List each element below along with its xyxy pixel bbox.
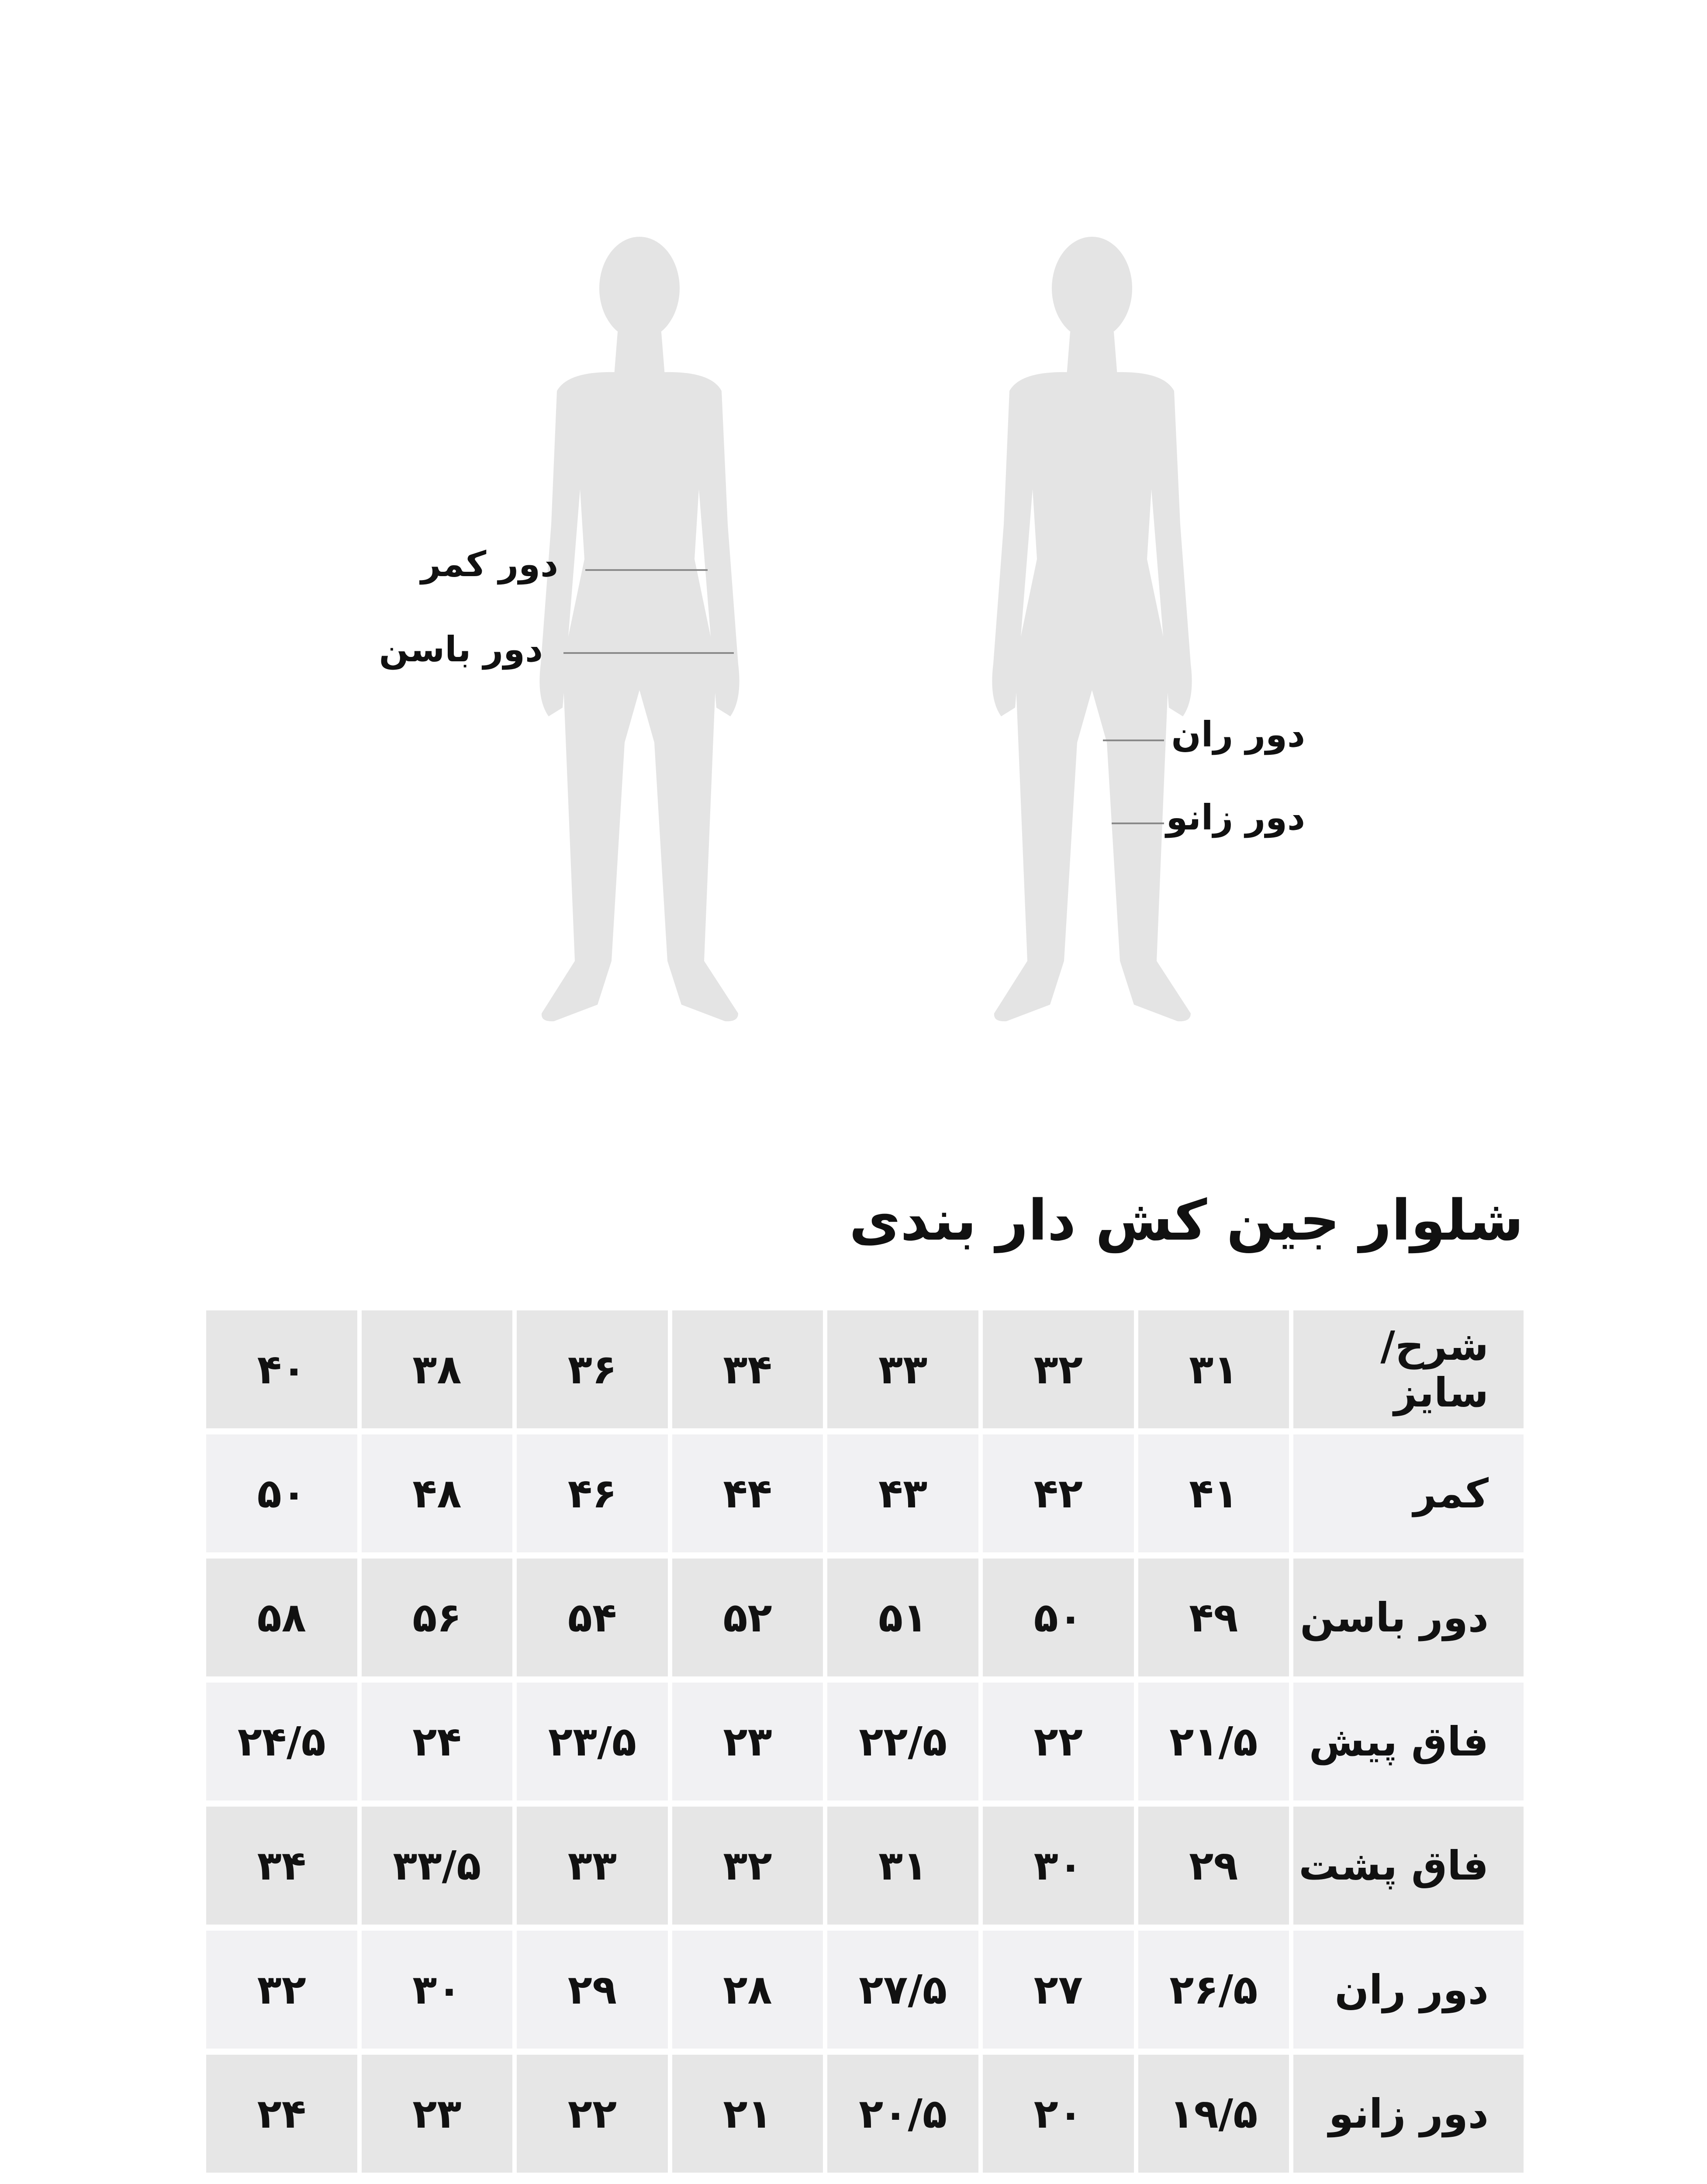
- header-size: ۳۴: [672, 1310, 823, 1428]
- page-title: شلوار جین کش دار بندی: [849, 1188, 1524, 1253]
- table-cell: ۲۷/۵: [827, 1931, 978, 2049]
- table-cell: ۲۲/۵: [827, 1683, 978, 1800]
- table-cell: ۴۴: [672, 1434, 823, 1552]
- row-label: دور باسن: [1293, 1559, 1524, 1676]
- header-size: ۳۳: [827, 1310, 978, 1428]
- header-size: ۳۸: [362, 1310, 513, 1428]
- table-cell: ۳۳/۵: [362, 1807, 513, 1925]
- row-label: فاق پیش: [1293, 1683, 1524, 1800]
- table-row: [206, 2055, 1524, 2173]
- header-label: شرح/سایز: [1293, 1310, 1524, 1428]
- header-size: ۴۰: [206, 1310, 357, 1428]
- table-row: [206, 1434, 1524, 1552]
- hip-label: دور باسن: [379, 629, 543, 670]
- row-label: فاق پشت: [1293, 1807, 1524, 1925]
- header-size: ۳۶: [517, 1310, 668, 1428]
- table-cell: ۵۰: [206, 1434, 357, 1552]
- table-cell: ۴۳: [827, 1434, 978, 1552]
- table-cell: ۳۴: [206, 1807, 357, 1925]
- table-cell: ۳۰: [983, 1807, 1134, 1925]
- table-header-row: [206, 1310, 1524, 1428]
- thigh-label: دور ران: [1171, 714, 1305, 755]
- table-cell: ۲۴/۵: [206, 1683, 357, 1800]
- table-cell: ۴۲: [983, 1434, 1134, 1552]
- header-size: ۳۱: [1138, 1310, 1289, 1428]
- knee-label: دور زانو: [1166, 797, 1305, 838]
- table-cell: ۳۱: [827, 1807, 978, 1925]
- table-cell: ۴۱: [1138, 1434, 1289, 1552]
- table-cell: ۴۹: [1138, 1559, 1289, 1676]
- table-cell: ۵۰: [983, 1559, 1134, 1676]
- table-cell: ۳۲: [206, 1931, 357, 2049]
- table-cell: ۲۳: [672, 1683, 823, 1800]
- table-cell: ۲۳: [362, 2055, 513, 2173]
- table-cell: ۱۹/۵: [1138, 2055, 1289, 2173]
- table-cell: ۵۸: [206, 1559, 357, 1676]
- waist-label: دور کمر: [421, 544, 558, 584]
- row-label: کمر: [1293, 1434, 1524, 1552]
- front-silhouette: [539, 237, 739, 1021]
- table-cell: ۲۲: [983, 1683, 1134, 1800]
- table-cell: ۲۳/۵: [517, 1683, 668, 1800]
- table-cell: ۵۶: [362, 1559, 513, 1676]
- table-row: [206, 1807, 1524, 1925]
- row-label: دور زانو: [1293, 2055, 1524, 2173]
- row-label: دور ران: [1293, 1931, 1524, 2049]
- table-cell: ۵۱: [827, 1559, 978, 1676]
- table-row: [206, 1559, 1524, 1676]
- table-cell: ۲۲: [517, 2055, 668, 2173]
- back-silhouette: [992, 237, 1192, 1021]
- table-cell: ۴۶: [517, 1434, 668, 1552]
- table-cell: ۴۸: [362, 1434, 513, 1552]
- table-cell: ۲۰/۵: [827, 2055, 978, 2173]
- header-size: ۳۲: [983, 1310, 1134, 1428]
- table-cell: ۵۲: [672, 1559, 823, 1676]
- size-table: [206, 1310, 1524, 2179]
- table-cell: ۲۴: [206, 2055, 357, 2173]
- table-cell: ۲۰: [983, 2055, 1134, 2173]
- table-cell: ۲۹: [1138, 1807, 1289, 1925]
- table-cell: ۲۸: [672, 1931, 823, 2049]
- table-cell: ۳۰: [362, 1931, 513, 2049]
- table-cell: ۲۱: [672, 2055, 823, 2173]
- table-cell: ۲۷: [983, 1931, 1134, 2049]
- table-cell: ۲۶/۵: [1138, 1931, 1289, 2049]
- table-cell: ۲۴: [362, 1683, 513, 1800]
- table-cell: ۳۲: [672, 1807, 823, 1925]
- table-cell: ۵۴: [517, 1559, 668, 1676]
- table-cell: ۲۱/۵: [1138, 1683, 1289, 1800]
- table-row: [206, 1683, 1524, 1800]
- table-row: [206, 1931, 1524, 2049]
- table-cell: ۲۹: [517, 1931, 668, 2049]
- table-cell: ۳۳: [517, 1807, 668, 1925]
